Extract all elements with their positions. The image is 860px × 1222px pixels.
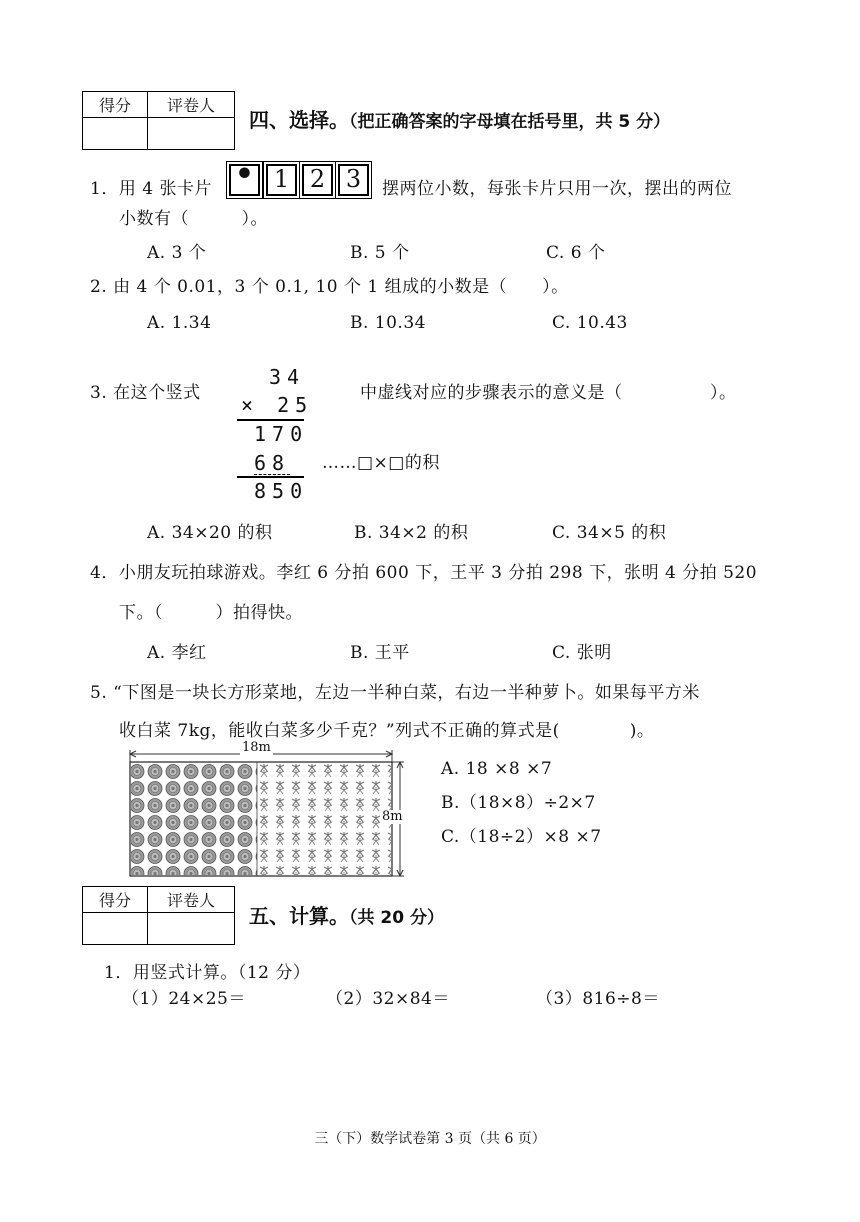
card-2: 2 [302,164,333,196]
q4-option-c: C. 张明 [552,643,612,663]
section4-title: 四、选择。 [249,108,349,132]
q2-option-c: C. 10.43 [552,313,628,333]
q2-option-b: B. 10.34 [350,313,426,333]
q3-option-c: C. 34×5 的积 [552,523,667,543]
vegetable-garden-figure [128,740,410,880]
vertical-line-2 [237,476,304,478]
card-3: 3 [338,164,369,196]
grader-label: 评卷人 [148,92,235,118]
q2-text: 2. 由 4 个 0.01，3 个 0.1, 10 个 1 组成的小数是（ ）。 [90,277,569,297]
q4-line2: 下。（ ）拍得快。 [119,603,303,623]
grader-cell[interactable] [148,913,235,945]
calc-item-3: （3）816÷8＝ [536,989,660,1009]
vertical-line-1 [237,419,304,421]
height-label: 8m [382,809,403,824]
q1-option-b: B. 5 个 [350,243,410,263]
vertical-row5: 850 [254,479,309,503]
radish-half [257,763,391,875]
q1-line1-after: 摆两位小数，每张卡片只用一次，摆出的两位 [382,179,732,199]
q2-option-a: A. 1.34 [147,313,212,333]
vertical-row4: 68 [254,451,291,475]
score-label: 得分 [83,887,148,913]
calc-heading: 1．用竖式计算。（12 分） [104,963,311,983]
q5-option-a: A. 18 ×8 ×7 [441,759,553,779]
q5-option-c: C.（18÷2）×8 ×7 [441,827,602,847]
section5-heading [249,900,444,929]
q5-line2: 收白菜 7kg，能收白菜多少千克？”列式不正确的算式是( )。 [119,721,655,741]
width-label: 18m [242,740,271,755]
section5-title: 五、计算。 [249,904,349,928]
score-label: 得分 [83,92,148,118]
score-cell[interactable] [83,913,148,945]
calc-item-1: （1）24×25＝ [122,989,246,1009]
q1-line1-before: 1．用 4 张卡片 [90,179,212,199]
garden-svg [128,746,410,880]
page-footer: 三（下）数学试卷第 3 页（共 6 页） [314,1131,546,1147]
vertical-row1: 34 [269,365,306,389]
grader-cell[interactable] [148,118,235,150]
card-1: 1 [266,164,297,196]
vertical-row3: 170 [254,422,309,446]
cabbage-half [131,763,257,875]
card-dot: • [229,164,260,196]
q4-option-a: A. 李红 [147,643,207,663]
section4-heading [249,104,670,133]
score-cell[interactable] [83,118,148,150]
q3-option-b: B. 34×2 的积 [354,523,469,543]
q1-line2: 小数有（ ）。 [119,209,268,229]
score-table-section5 [82,886,235,945]
grader-label: 评卷人 [148,887,235,913]
q4-line1: 4．小朋友玩拍球游戏。李红 6 分拍 600 下，王平 3 分拍 298 下，张明 4 分拍 520 [90,563,758,583]
score-table-section4 [82,91,235,150]
q4-option-b: B. 王平 [350,643,410,663]
calc-item-2: （2）32×84＝ [326,989,450,1009]
q3-after: 中虚线对应的步骤表示的意义是（ ）。 [360,383,737,403]
section4-note: （把正确答案的字母填在括号里，共 5 分） [349,112,671,132]
q1-option-a: A. 3 个 [147,243,207,263]
q3-option-a: A. 34×20 的积 [147,523,273,543]
section5-note: （共 20 分） [349,908,444,928]
q5-line1: 5. “下图是一块长方形菜地，左边一半种白菜，右边一半种萝卜。如果每平方米 [90,683,700,703]
vertical-row2: × 25 [241,393,314,417]
q1-option-c: C. 6 个 [546,243,606,263]
q3-dots-note: ……□×□的积 [322,453,440,473]
q3-before: 3. 在这个竖式 [90,383,201,403]
q5-option-b: B.（18×8）÷2×7 [441,793,596,813]
